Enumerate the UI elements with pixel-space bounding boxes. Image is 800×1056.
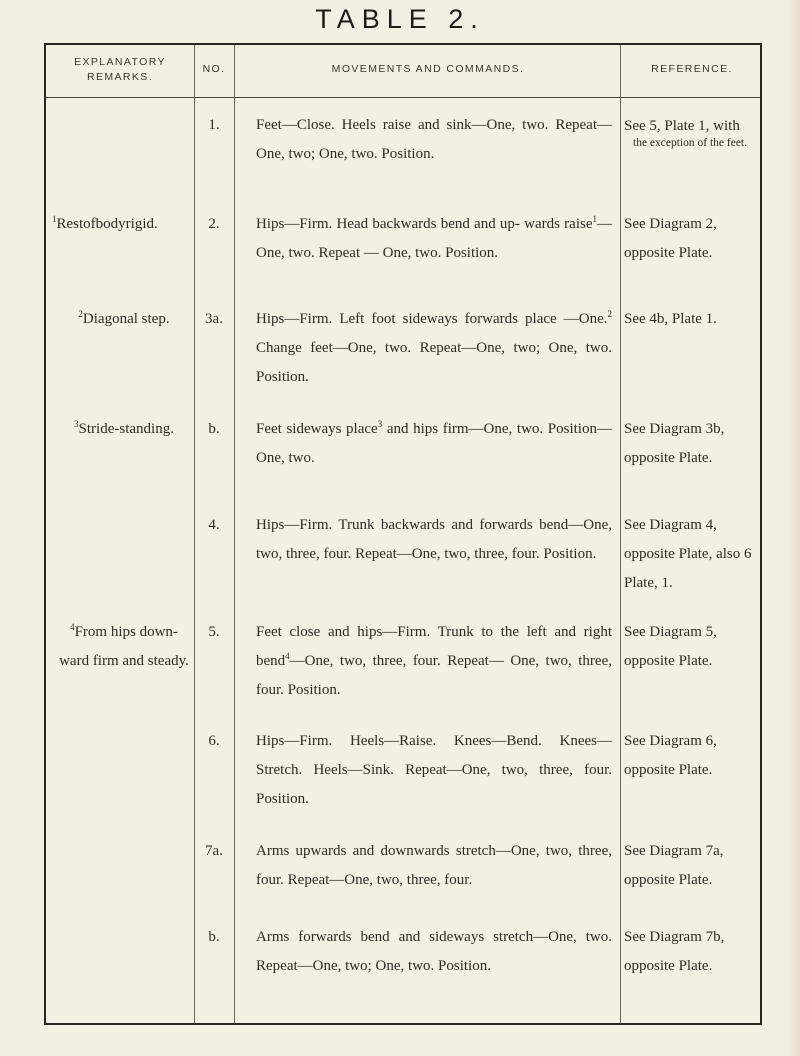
header-remarks: EXPLANATORY REMARKS.: [74, 56, 166, 83]
remark-4: $^4$From hips down- ward firm and steady.: [59, 622, 189, 669]
movement-text: Hips—Firm. Heels—Raise. Knees—Bend. Knees—Stretch. Heels—Sink. Repeat—One, two, three, four. Position.: [256, 733, 612, 807]
row-number: 2.: [208, 216, 220, 232]
row-number: 4.: [208, 517, 220, 533]
reference-text: See Diagram 2, opposite Plate.: [624, 216, 717, 261]
reference-text: See 4b, Plate 1.: [624, 311, 717, 327]
movement-text: Hips—Firm. Left foot sideways forwards place —One.$^2$ Change feet—One, two. Repeat—One, two; One, two. Position.: [256, 309, 612, 385]
row-number: 6.: [208, 733, 220, 749]
reference-text: See 5, Plate 1, with the exception of the feet.: [624, 118, 747, 149]
header-reference: REFERENCE.: [651, 63, 733, 75]
reference-text: See Diagram 5, opposite Plate.: [624, 624, 717, 669]
page-edge: [786, 0, 800, 1056]
row-number: 7a.: [205, 843, 223, 859]
reference-text: See Diagram 3b, opposite Plate.: [624, 421, 725, 466]
movement-text: Hips—Firm. Trunk backwards and forwards bend—One, two, three, four. Repeat—One, two, three, four. Position.: [256, 517, 612, 562]
movement-text: Feet sideways place$^3$ and hips firm—One, two. Position—One, two.: [256, 419, 612, 466]
row-number: 5.: [208, 624, 220, 640]
movement-text: Arms upwards and downwards stretch—One, two, three, four. Repeat—One, two, three, four.: [256, 843, 612, 888]
header-movements: MOVEMENTS AND COMMANDS.: [331, 63, 525, 75]
row-number: b.: [208, 421, 220, 437]
reference-text: See Diagram 4, opposite Plate, also 6 Plate, 1.: [624, 517, 752, 591]
exercise-table: [44, 43, 762, 1025]
remark-3: $^3$Stride-standing.: [74, 419, 174, 437]
remark-1: $^1$Restofbodyrigid.: [52, 214, 158, 232]
movement-text: Feet—Close. Heels raise and sink—One, two. Repeat—One, two; One, two. Position.: [256, 117, 612, 162]
reference-text: See Diagram 6, opposite Plate.: [624, 733, 717, 778]
remark-2: $^2$Diagonal step.: [78, 309, 170, 327]
movement-text: Arms forwards bend and sideways stretch—One, two. Repeat—One, two; One, two. Position.: [256, 929, 612, 974]
reference-text: See Diagram 7b, opposite Plate.: [624, 929, 725, 974]
header-rule: [46, 97, 760, 98]
reference-text: See Diagram 7a, opposite Plate.: [624, 843, 724, 888]
movement-text: Hips—Firm. Head backwards bend and up- wards raise$^1$—One, two. Repeat — One, two. Position.: [256, 214, 612, 261]
column-divider: [234, 45, 235, 1023]
column-divider: [194, 45, 195, 1023]
row-number: 1.: [208, 117, 220, 133]
row-number: 3a.: [205, 311, 223, 327]
row-number: b.: [208, 929, 220, 945]
page-title: TABLE 2.: [315, 4, 485, 34]
header-no: NO.: [202, 63, 226, 75]
column-divider: [620, 45, 621, 1023]
movement-text: Feet close and hips—Firm. Trunk to the left and right bend$^4$—One, two, three, four. Repeat— One, two, three, four. Position.: [256, 624, 612, 698]
